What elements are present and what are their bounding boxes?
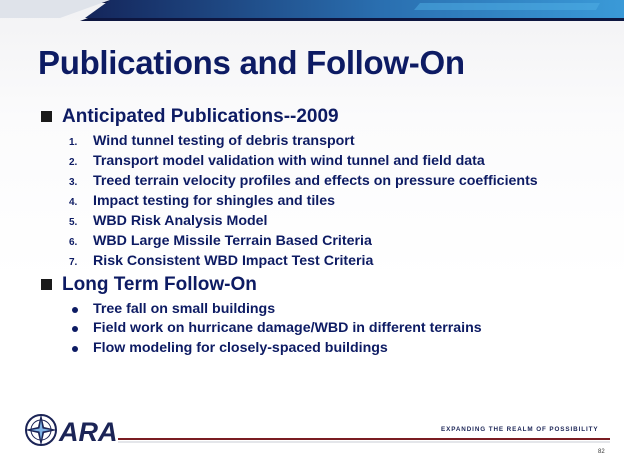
compass-star-icon bbox=[25, 414, 57, 446]
logo-wordmark: ARA bbox=[59, 417, 118, 447]
list-item bbox=[40, 252, 600, 272]
list-item bbox=[40, 132, 600, 152]
round-bullet-icon bbox=[72, 307, 78, 313]
slide-title: Publications and Follow-On bbox=[38, 44, 465, 81]
list-number: 6. bbox=[69, 236, 78, 248]
list-item-text: Treed terrain velocity profiles and effects on pressure coefficients bbox=[93, 172, 538, 189]
list-item-text: Field work on hurricane damage/WBD in different terrains bbox=[93, 320, 482, 337]
publications-list bbox=[40, 132, 600, 272]
list-item bbox=[40, 172, 600, 192]
list-item-text: Flow modeling for closely-spaced buildings bbox=[93, 340, 388, 357]
list-item bbox=[40, 339, 600, 359]
list-item bbox=[40, 152, 600, 172]
list-item-text: Tree fall on small buildings bbox=[93, 300, 276, 317]
round-bullet-icon bbox=[72, 346, 78, 352]
list-item bbox=[40, 300, 600, 320]
ara-logo bbox=[24, 412, 120, 448]
list-item bbox=[40, 212, 600, 232]
list-item-text: Impact testing for shingles and tiles bbox=[93, 192, 336, 209]
round-bullet-icon bbox=[72, 326, 78, 332]
page-number: 82 bbox=[598, 449, 605, 455]
list-item-text: Transport model validation with wind tunnel and field data bbox=[93, 152, 485, 169]
list-item bbox=[40, 192, 600, 212]
list-item-text: WBD Large Missile Terrain Based Criteria bbox=[93, 232, 372, 249]
list-item bbox=[40, 232, 600, 252]
list-number: 7. bbox=[69, 256, 78, 268]
top-banner bbox=[0, 0, 624, 22]
list-number: 4. bbox=[69, 196, 78, 208]
company-tagline: EXPANDING THE REALM OF POSSIBILITY bbox=[441, 426, 599, 433]
list-number: 2. bbox=[69, 156, 78, 168]
list-number: 1. bbox=[69, 137, 78, 148]
list-item-text: Wind tunnel testing of debris transport bbox=[93, 133, 355, 149]
list-item bbox=[40, 319, 600, 339]
section-heading-text: Anticipated Publications--2009 bbox=[62, 106, 339, 127]
list-item-text: Risk Consistent WBD Impact Test Criteria bbox=[93, 252, 374, 269]
follow-on-list bbox=[40, 300, 600, 360]
square-bullet-icon bbox=[41, 279, 52, 290]
list-item-text: WBD Risk Analysis Model bbox=[93, 212, 268, 229]
section-heading-publications bbox=[40, 106, 600, 128]
section-heading-text: Long Term Follow-On bbox=[62, 273, 257, 295]
square-bullet-icon bbox=[41, 111, 52, 122]
list-number: 3. bbox=[69, 176, 78, 188]
slide-body bbox=[40, 106, 600, 361]
list-number: 5. bbox=[69, 216, 78, 228]
section-heading-follow-on bbox=[40, 274, 600, 296]
